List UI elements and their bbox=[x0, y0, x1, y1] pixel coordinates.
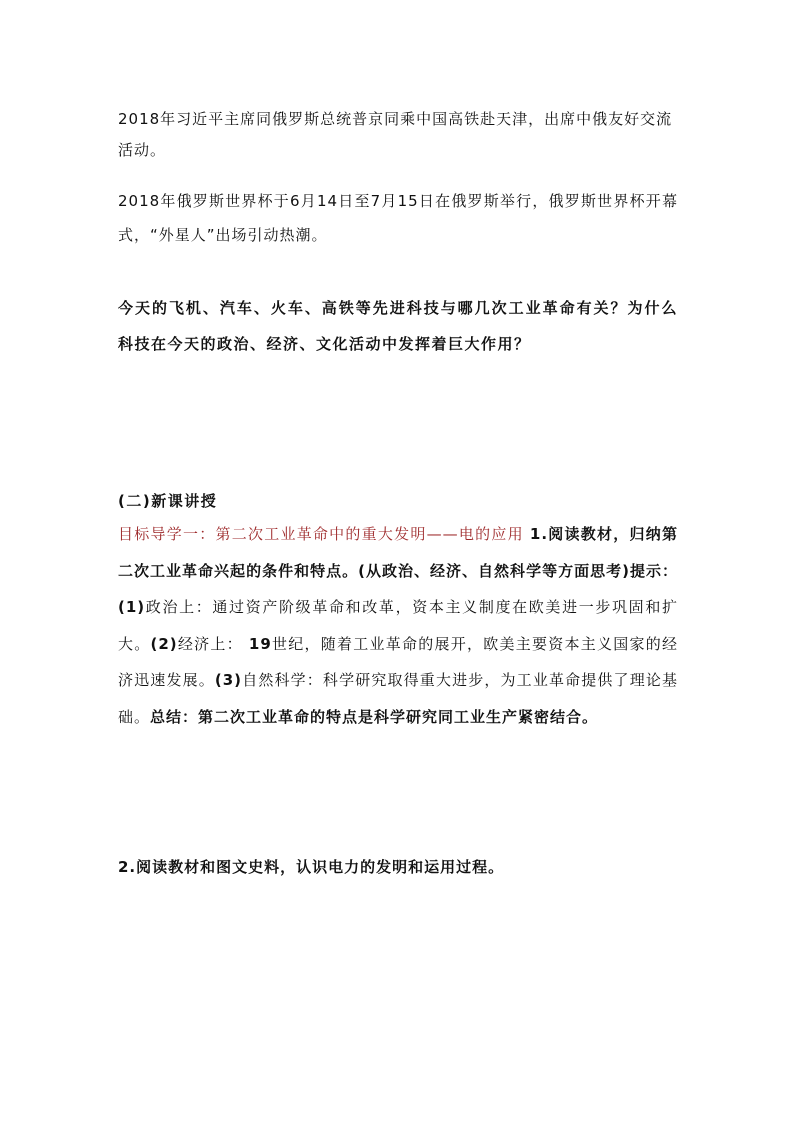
section-heading: (二)新课讲授 bbox=[118, 492, 218, 510]
hint-science-text: 自然科学：科学研究取得重大进步，为工业革命提供了理论基础。 bbox=[118, 671, 678, 726]
hint-economic-rest: 世纪，随着工业革命的展开，欧美主要资本主义国家的经济迅速发展。 bbox=[118, 634, 678, 689]
hint-science-label: (3) bbox=[214, 671, 243, 689]
hint-economic-century: 19 bbox=[248, 634, 272, 653]
paragraph-world-cup: 2018年俄罗斯世界杯于6月14日至7月15日在俄罗斯举行，俄罗斯世界杯开幕式，“外星人”出场引动热潮。 bbox=[118, 192, 678, 244]
task-1-text: 1.阅读教材，归纳第二次工业革命兴起的条件和特点。(从政治、经济、自然科学等方面思考)提示： bbox=[118, 525, 678, 580]
learning-goal-title: 目标导学一：第二次工业革命中的重大发明——电的应用 bbox=[118, 525, 524, 543]
paragraph-putin-train: 2018年习近平主席同俄罗斯总统普京同乘中国高铁赴天津，出席中俄友好交流活动。 bbox=[118, 110, 673, 159]
task-2-text: 2.阅读教材和图文史料，认识电力的发明和运用过程。 bbox=[118, 858, 505, 876]
hint-economic-text: 经济上： bbox=[177, 634, 243, 653]
hint-political-text: 政治上：通过资产阶级革命和改革，资本主义制度在欧美进一步巩固和扩大。 bbox=[118, 598, 678, 653]
lesson-paragraph bbox=[118, 516, 678, 735]
discussion-question: 今天的飞机、汽车、火车、高铁等先进科技与哪几次工业革命有关？为什么科技在今天的政治、经济、文化活动中发挥着巨大作用？ bbox=[118, 299, 678, 353]
hint-economic-label: (2) bbox=[150, 634, 178, 653]
hint-political-label: (1) bbox=[118, 598, 146, 616]
summary-text: 总结：第二次工业革命的特点是科学研究同工业生产紧密结合。 bbox=[150, 707, 599, 726]
